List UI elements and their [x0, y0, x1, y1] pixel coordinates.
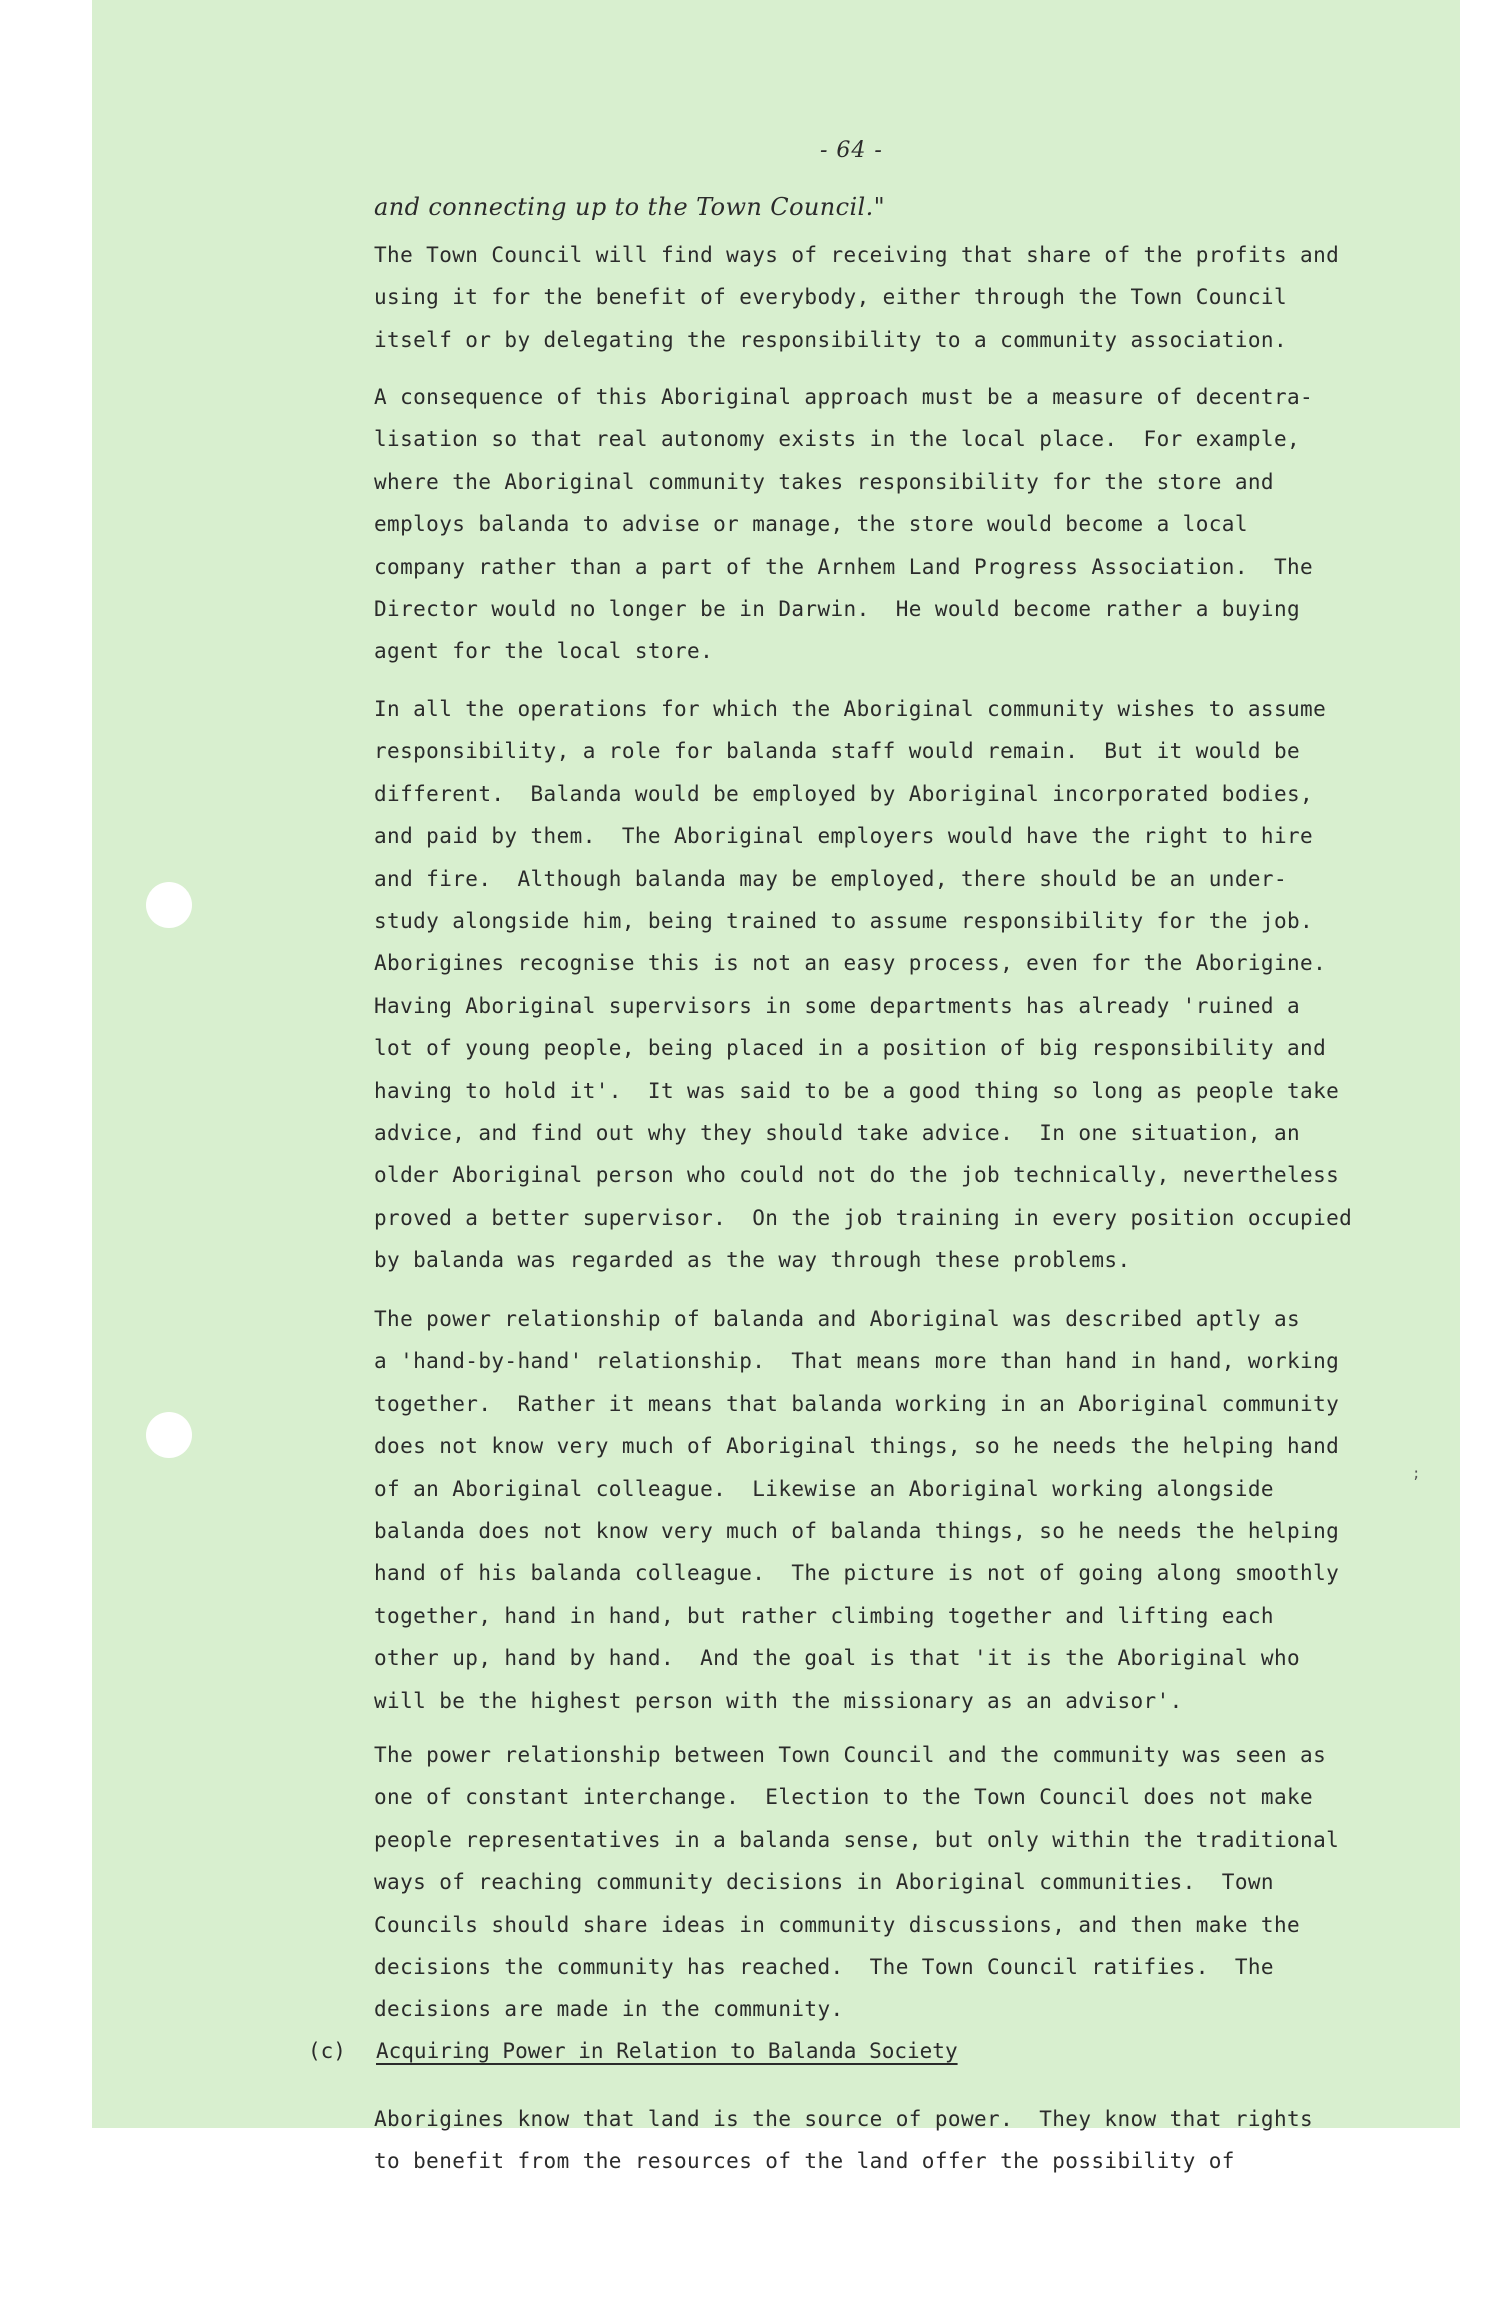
text-line: Councils should share ideas in community discussions, and then make the	[374, 1912, 1301, 1937]
text-line: lisation so that real autonomy exists in the local place. For example,	[374, 427, 1301, 452]
text-line: having to hold it'. It was said to be a good thing so long as people take	[374, 1078, 1340, 1103]
paragraph-6	[374, 2098, 1434, 2183]
text-line: a 'hand-by-hand' relationship. That means more than hand in hand, working	[374, 1349, 1340, 1374]
text-line: together, hand in hand, but rather climbing together and lifting each	[374, 1603, 1274, 1628]
paragraph-3	[374, 688, 1434, 1282]
text-line: In all the operations for which the Aboriginal community wishes to assume	[374, 697, 1327, 721]
text-line: hand of his balanda colleague. The picture is not of going along smoothly	[374, 1561, 1340, 1586]
text-line: by balanda was regarded as the way through these problems.	[374, 1248, 1131, 1273]
paragraph-4	[374, 1298, 1434, 1722]
margin-mark: ;	[1412, 1466, 1421, 1482]
paragraph-5	[374, 1734, 1434, 2031]
text-line: to benefit from the resources of the land offer the possibility of	[374, 2149, 1235, 2174]
text-line: using it for the benefit of everybody, either through the Town Council	[374, 285, 1288, 310]
page-number: - 64 -	[820, 138, 883, 163]
text-line: of an Aboriginal colleague. Likewise an Aboriginal working alongside	[374, 1476, 1274, 1501]
text-line: does not know very much of Aboriginal things, so he needs the helping hand	[374, 1434, 1340, 1459]
text-line: together. Rather it means that balanda working in an Aboriginal community	[374, 1391, 1340, 1416]
text-line: different. Balanda would be employed by Aboriginal incorporated bodies,	[374, 781, 1314, 806]
quote-ending	[374, 186, 1434, 228]
section-heading: Acquiring Power in Relation to Balanda Society	[376, 2039, 958, 2063]
text-line: agent for the local store.	[374, 639, 714, 664]
text-line: employs balanda to advise or manage, the store would become a local	[374, 512, 1248, 537]
text-line: Having Aboriginal supervisors in some departments has already 'ruined a	[374, 993, 1301, 1018]
text-line: decisions are made in the community.	[374, 1997, 844, 2022]
section-label: (c)	[308, 2039, 346, 2063]
text-line: company rather than a part of the Arnhem Land Progress Association. The	[374, 554, 1314, 579]
text-line: where the Aboriginal community takes responsibility for the store and	[374, 469, 1274, 494]
text-line: ways of reaching community decisions in Aboriginal communities. Town	[374, 1870, 1274, 1895]
text-line: Director would no longer be in Darwin. He would become rather a buying	[374, 597, 1301, 622]
text-line: proved a better supervisor. On the job training in every position occupied	[374, 1205, 1353, 1230]
punch-hole-upper	[146, 882, 192, 928]
text-line: The power relationship of balanda and Aboriginal was described aptly as	[374, 1307, 1301, 1331]
text-line: decisions the community has reached. The Town Council ratifies. The	[374, 1955, 1274, 1980]
punch-hole-lower	[146, 1412, 192, 1458]
text-line: A consequence of this Aboriginal approach must be a measure of decentra-	[374, 385, 1314, 409]
paragraph-2	[374, 376, 1434, 673]
text-line: Aborigines know that land is the source of power. They know that rights	[374, 2107, 1314, 2131]
text-line: lot of young people, being placed in a position of big responsibility and	[374, 1036, 1327, 1061]
text-line: itself or by delegating the responsibility to a community association.	[374, 327, 1288, 352]
text-line: and fire. Although balanda may be employed, there should be an under-	[374, 866, 1288, 891]
text-line: The power relationship between Town Council and the community was seen as	[374, 1743, 1327, 1767]
text-line: older Aboriginal person who could not do the job technically, nevertheless	[374, 1163, 1340, 1188]
paragraph-1	[374, 234, 1434, 361]
text-line: study alongside him, being trained to assume responsibility for the job.	[374, 909, 1314, 934]
text-line: The Town Council will find ways of receiving that share of the profits and	[374, 243, 1340, 267]
text-line: balanda does not know very much of balanda things, so he needs the helping	[374, 1519, 1340, 1544]
text-line: responsibility, a role for balanda staff would remain. But it would be	[374, 739, 1301, 764]
text-line: people representatives in a balanda sense, but only within the traditional	[374, 1827, 1340, 1852]
text-line: will be the highest person with the missionary as an advisor'.	[374, 1688, 1183, 1713]
text-line: one of constant interchange. Election to the Town Council does not make	[374, 1785, 1314, 1810]
text-line: and paid by them. The Aboriginal employers would have the right to hire	[374, 824, 1314, 849]
text-line: other up, hand by hand. And the goal is that 'it is the Aboriginal who	[374, 1646, 1301, 1671]
quote-ending-line: and connecting up to the Town Council."	[374, 193, 886, 221]
text-line: Aborigines recognise this is not an easy process, even for the Aborigine.	[374, 951, 1327, 976]
text-line: advice, and find out why they should take advice. In one situation, an	[374, 1121, 1301, 1146]
